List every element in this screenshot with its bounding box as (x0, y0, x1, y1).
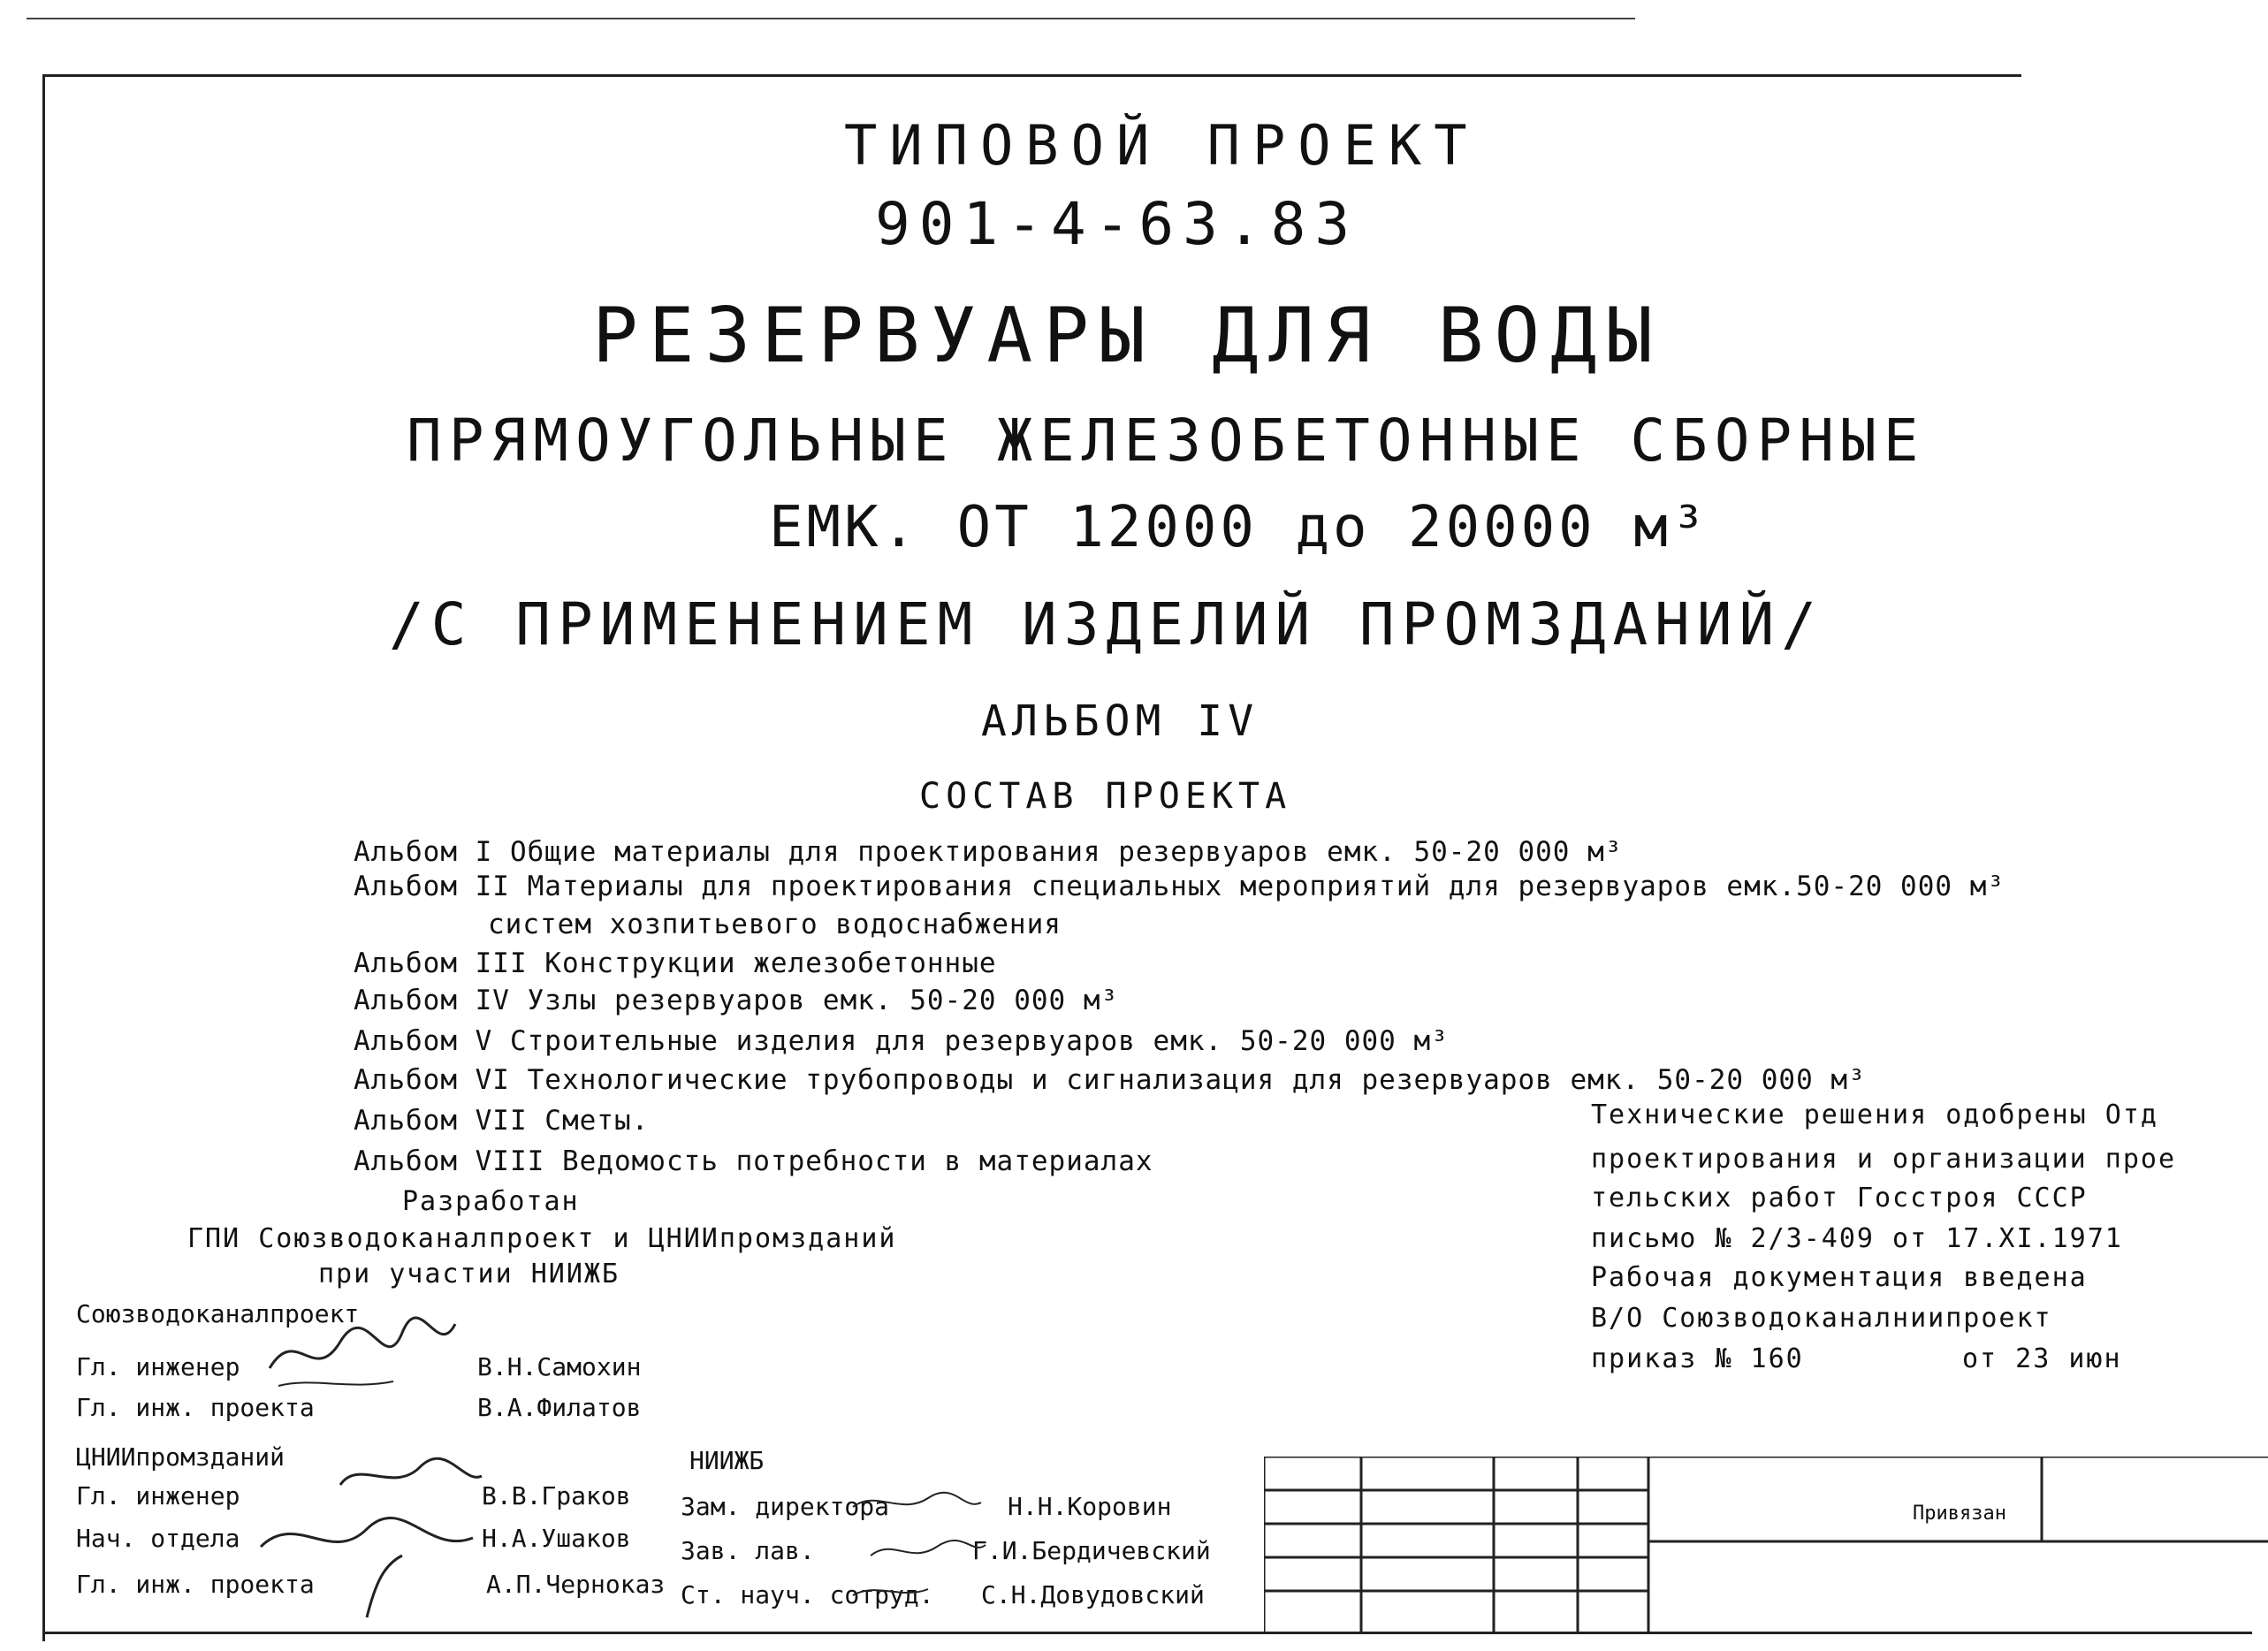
album-number: АЛЬБОМ IV (981, 696, 1260, 746)
approval-line: Технические решения одобрены Отд (1591, 1099, 2158, 1130)
composition-item: Альбом VII Сметы. (354, 1105, 650, 1137)
org3-person: С.Н.Довудовский (981, 1580, 1205, 1609)
composition-item: Альбом IV Узлы резервуаров емк. 50-20 000 м³ (354, 985, 1119, 1016)
approval-line: В/О Союзводоканалниипроект (1591, 1303, 2052, 1334)
org1-role: Гл. инж. проекта (76, 1393, 315, 1422)
approval-line: тельских работ Госстроя СССР (1591, 1183, 2088, 1214)
org2-role: Гл. инж. проекта (76, 1570, 315, 1599)
approval-line: Рабочая документация введена (1591, 1262, 2088, 1293)
org3-name: НИИЖБ (689, 1446, 765, 1475)
composition-title: СОСТАВ ПРОЕКТА (919, 776, 1292, 817)
subtitle-application: /С ПРИМЕНЕНИЕМ ИЗДЕЛИЙ ПРОМЗДАНИЙ/ (389, 590, 1824, 658)
org2-role: Гл. инженер (76, 1481, 240, 1510)
composition-item: Альбом I Общие материалы для проектирования резервуаров емк. 50-20 000 м³ (354, 836, 1623, 868)
top-rule (27, 18, 1635, 19)
approval-line: проектирования и организации прое (1591, 1144, 2177, 1175)
bottom-rule (42, 1632, 2252, 1634)
composition-item: систем хозпитьевого водоснабжения (488, 909, 1062, 940)
project-number: 901-4-63.83 (875, 190, 1359, 258)
org3-role: Зав. лав. (681, 1536, 815, 1565)
subtitle-type: ПРЯМОУГОЛЬНЫЕ ЖЕЛЕЗОБЕТОННЫЕ СБОРНЫЕ (407, 407, 1926, 475)
signature-image (849, 1485, 990, 1609)
composition-item: Альбом VI Технологические трубопроводы и сигнализация для резервуаров емк. 50-20 000 м³ (354, 1064, 1866, 1096)
org1-role: Гл. инженер (76, 1352, 240, 1381)
project-type-title: ТИПОВОЙ ПРОЕКТ (844, 113, 1480, 178)
approval-line: письмо № 2/3-409 от 17.XI.1971 (1591, 1223, 2123, 1254)
composition-item: Альбом VIII Ведомость потребности в материалах (354, 1145, 1153, 1177)
org2-person: В.В.Граков (482, 1481, 631, 1510)
composition-item: Альбом II Материалы для проектирования специальных мероприятий для резервуаров емк.50-20 000 м³ (354, 871, 2005, 902)
org3-person: Н.Н.Коровин (1008, 1492, 1172, 1521)
stamp-grid (1264, 1457, 2268, 1632)
org3-role: Ст. науч. сотруд. (681, 1580, 934, 1609)
org1-person: В.Н.Самохин (477, 1352, 642, 1381)
developed-title: Разработан (402, 1186, 580, 1217)
org2-name: ЦНИИпромзданий (76, 1442, 285, 1472)
org2-person: Н.А.Ушаков (482, 1524, 631, 1553)
stamp-label: Привязан (1913, 1503, 2006, 1525)
org2-role: Нач. отдела (76, 1524, 240, 1553)
org3-role: Зам. директора (681, 1492, 890, 1521)
developed-line2: при участии НИИЖБ (318, 1259, 620, 1290)
approval-date: от 23 июн (1962, 1343, 2122, 1374)
org2-person: А.П.Черноказ (486, 1570, 666, 1599)
main-title: РЕЗЕРВУАРЫ ДЛЯ ВОДЫ (592, 292, 1663, 380)
composition-item: Альбом III Конструкции железобетонные (354, 947, 997, 979)
signature-image (252, 1449, 491, 1626)
org3-person: Г.И.Бердичевский (972, 1536, 1211, 1565)
approval-line: приказ № 160 (1591, 1343, 1804, 1374)
signature-image (261, 1306, 464, 1395)
composition-item: Альбом V Строительные изделия для резервуаров емк. 50-20 000 м³ (354, 1025, 1449, 1057)
subtitle-capacity: ЕМК. ОТ 12000 до 20000 м³ (769, 495, 1709, 560)
developed-line1: ГПИ Союзводоканалпроект и ЦНИИпромзданий (187, 1223, 897, 1254)
org1-person: В.А.Филатов (477, 1393, 642, 1422)
org1-name: Союзводоканалпроект (76, 1299, 360, 1328)
